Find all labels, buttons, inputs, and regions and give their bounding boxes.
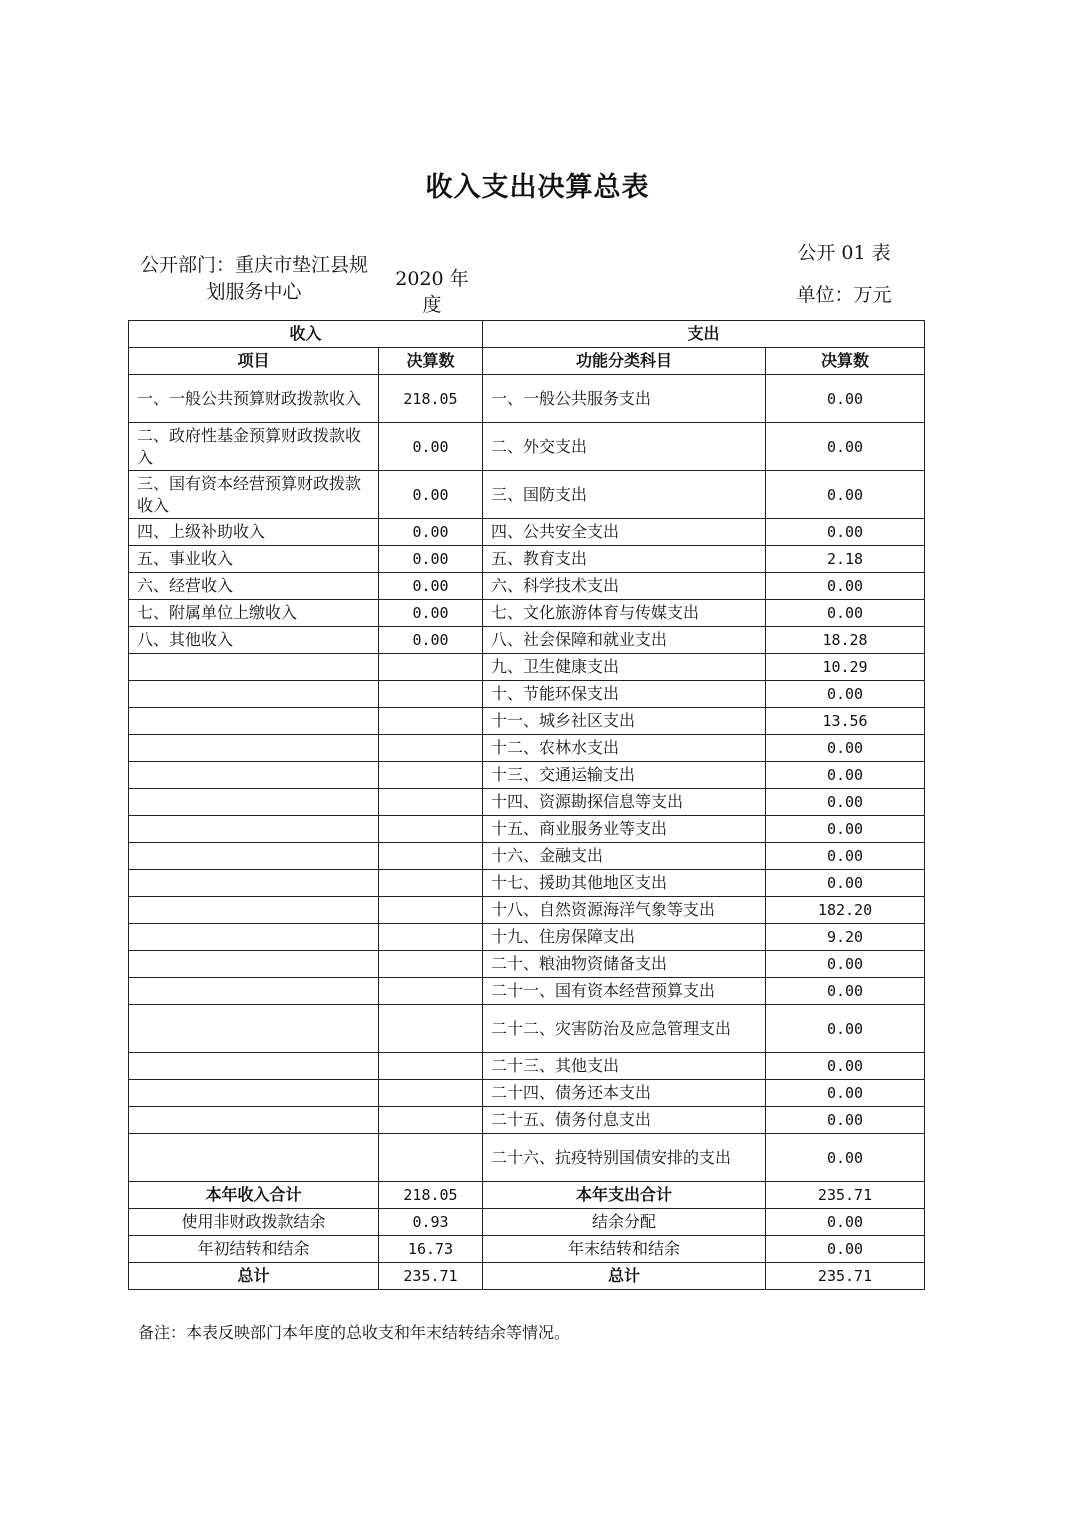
table-row	[129, 1005, 925, 1053]
summary-expense-item-cell: 年末结转和结余	[483, 1236, 766, 1263]
summary-row	[129, 1209, 925, 1236]
table-row	[129, 951, 925, 978]
expense-item-cell: 十九、住房保障支出	[483, 924, 766, 951]
table-row	[129, 1134, 925, 1182]
income-amount-cell	[379, 897, 483, 924]
table-row	[129, 654, 925, 681]
expense-item-cell: 五、教育支出	[483, 546, 766, 573]
expense-amount-cell: 0.00	[766, 870, 925, 897]
income-item-cell	[129, 816, 379, 843]
summary-expense-amount-cell: 235.71	[766, 1263, 925, 1290]
expense-item-cell: 十一、城乡社区支出	[483, 708, 766, 735]
income-amount-cell	[379, 1005, 483, 1053]
expense-amount-cell: 0.00	[766, 1005, 925, 1053]
expense-header: 支出	[483, 321, 925, 348]
footnote: 备注：本表反映部门本年度的总收支和年末结转结余等情况。	[138, 1323, 571, 1342]
income-item-cell	[129, 1107, 379, 1134]
expense-amount-cell: 0.00	[766, 1107, 925, 1134]
summary-row	[129, 1263, 925, 1290]
table-row	[129, 627, 925, 654]
income-amount-cell	[379, 978, 483, 1005]
table-row	[129, 546, 925, 573]
income-amount-cell: 0.00	[379, 471, 483, 519]
summary-income-item-cell: 总计	[129, 1263, 379, 1290]
table-row	[129, 897, 925, 924]
expense-item-cell: 三、国防支出	[483, 471, 766, 519]
expense-amount-cell: 0.00	[766, 762, 925, 789]
income-item-cell: 一、一般公共预算财政拨款收入	[129, 375, 379, 423]
income-item-cell: 八、其他收入	[129, 627, 379, 654]
unit-label: 单位：万元	[796, 284, 892, 306]
summary-row	[129, 1236, 925, 1263]
expense-amount-cell: 0.00	[766, 843, 925, 870]
section-header-row	[129, 321, 925, 348]
table-row	[129, 843, 925, 870]
income-item-cell	[129, 681, 379, 708]
income-item-cell	[129, 924, 379, 951]
expense-item-cell: 一、一般公共服务支出	[483, 375, 766, 423]
expense-item-cell: 二十三、其他支出	[483, 1053, 766, 1080]
expense-item-cell: 十七、援助其他地区支出	[483, 870, 766, 897]
income-item-cell: 七、附属单位上缴收入	[129, 600, 379, 627]
income-item-cell	[129, 789, 379, 816]
summary-expense-item-cell: 结余分配	[483, 1209, 766, 1236]
table-row	[129, 708, 925, 735]
col-amount2-header: 决算数	[766, 348, 925, 375]
income-amount-cell	[379, 1053, 483, 1080]
expense-item-cell: 二十、粮油物资储备支出	[483, 951, 766, 978]
income-amount-cell	[379, 1107, 483, 1134]
table-row	[129, 1053, 925, 1080]
expense-amount-cell: 0.00	[766, 423, 925, 471]
expense-item-cell: 四、公共安全支出	[483, 519, 766, 546]
expense-amount-cell: 0.00	[766, 1080, 925, 1107]
summary-income-amount-cell: 218.05	[379, 1182, 483, 1209]
expense-amount-cell: 182.20	[766, 897, 925, 924]
table-row	[129, 1080, 925, 1107]
summary-expense-item-cell: 本年支出合计	[483, 1182, 766, 1209]
income-amount-cell	[379, 1134, 483, 1182]
income-item-cell	[129, 1053, 379, 1080]
budget-table	[128, 320, 925, 1290]
expense-amount-cell: 13.56	[766, 708, 925, 735]
income-amount-cell	[379, 654, 483, 681]
income-amount-cell: 0.00	[379, 573, 483, 600]
table-row	[129, 978, 925, 1005]
income-item-cell	[129, 708, 379, 735]
expense-amount-cell: 0.00	[766, 735, 925, 762]
expense-item-cell: 二十一、国有资本经营预算支出	[483, 978, 766, 1005]
page-title: 收入支出决算总表	[425, 172, 650, 203]
expense-item-cell: 二十四、债务还本支出	[483, 1080, 766, 1107]
income-amount-cell: 218.05	[379, 375, 483, 423]
col-func-header: 功能分类科目	[483, 348, 766, 375]
expense-item-cell: 十五、商业服务业等支出	[483, 816, 766, 843]
expense-item-cell: 十、节能环保支出	[483, 681, 766, 708]
summary-income-item-cell: 本年收入合计	[129, 1182, 379, 1209]
income-item-cell	[129, 1005, 379, 1053]
income-item-cell	[129, 735, 379, 762]
income-item-cell: 六、经营收入	[129, 573, 379, 600]
expense-item-cell: 二十六、抗疫特别国债安排的支出	[483, 1134, 766, 1182]
table-row	[129, 681, 925, 708]
expense-item-cell: 二十五、债务付息支出	[483, 1107, 766, 1134]
income-amount-cell	[379, 816, 483, 843]
summary-expense-amount-cell: 0.00	[766, 1209, 925, 1236]
summary-row	[129, 1182, 925, 1209]
income-amount-cell: 0.00	[379, 423, 483, 471]
expense-amount-cell: 0.00	[766, 375, 925, 423]
income-amount-cell: 0.00	[379, 600, 483, 627]
expense-item-cell: 十三、交通运输支出	[483, 762, 766, 789]
expense-item-cell: 七、文化旅游体育与传媒支出	[483, 600, 766, 627]
expense-amount-cell: 0.00	[766, 573, 925, 600]
income-item-cell: 二、政府性基金预算财政拨款收入	[129, 423, 379, 471]
table-row	[129, 1107, 925, 1134]
income-item-cell	[129, 897, 379, 924]
income-item-cell: 三、国有资本经营预算财政拨款收入	[129, 471, 379, 519]
income-item-cell: 五、事业收入	[129, 546, 379, 573]
income-amount-cell	[379, 924, 483, 951]
col-amount-header: 决算数	[379, 348, 483, 375]
table-row	[129, 573, 925, 600]
income-item-cell	[129, 1134, 379, 1182]
summary-expense-amount-cell: 235.71	[766, 1182, 925, 1209]
income-amount-cell	[379, 789, 483, 816]
table-row	[129, 375, 925, 423]
income-item-cell	[129, 762, 379, 789]
income-item-cell	[129, 870, 379, 897]
income-amount-cell	[379, 951, 483, 978]
expense-item-cell: 八、社会保障和就业支出	[483, 627, 766, 654]
table-row	[129, 870, 925, 897]
expense-amount-cell: 0.00	[766, 789, 925, 816]
expense-item-cell: 十二、农林水支出	[483, 735, 766, 762]
expense-amount-cell: 9.20	[766, 924, 925, 951]
income-amount-cell	[379, 735, 483, 762]
expense-amount-cell: 0.00	[766, 519, 925, 546]
income-amount-cell	[379, 1080, 483, 1107]
column-header-row	[129, 348, 925, 375]
table-row	[129, 519, 925, 546]
department-label: 公开部门：重庆市垫江县规划服务中心	[140, 254, 369, 303]
expense-amount-cell: 0.00	[766, 1053, 925, 1080]
table-row	[129, 816, 925, 843]
income-amount-cell: 0.00	[379, 519, 483, 546]
expense-amount-cell: 0.00	[766, 1134, 925, 1182]
table-row	[129, 924, 925, 951]
expense-amount-cell: 18.28	[766, 627, 925, 654]
income-amount-cell	[379, 762, 483, 789]
expense-amount-cell: 0.00	[766, 951, 925, 978]
income-item-cell	[129, 978, 379, 1005]
table-row	[129, 762, 925, 789]
expense-item-cell: 十六、金融支出	[483, 843, 766, 870]
summary-income-amount-cell: 235.71	[379, 1263, 483, 1290]
table-row	[129, 600, 925, 627]
expense-amount-cell: 0.00	[766, 600, 925, 627]
income-amount-cell	[379, 681, 483, 708]
expense-amount-cell: 0.00	[766, 978, 925, 1005]
income-header: 收入	[129, 321, 483, 348]
summary-income-amount-cell: 0.93	[379, 1209, 483, 1236]
income-amount-cell: 0.00	[379, 546, 483, 573]
income-amount-cell: 0.00	[379, 627, 483, 654]
expense-amount-cell: 0.00	[766, 816, 925, 843]
income-item-cell	[129, 843, 379, 870]
table-row	[129, 789, 925, 816]
summary-income-item-cell: 使用非财政拨款结余	[129, 1209, 379, 1236]
expense-amount-cell: 10.29	[766, 654, 925, 681]
expense-item-cell: 九、卫生健康支出	[483, 654, 766, 681]
col-item-header: 项目	[129, 348, 379, 375]
summary-income-item-cell: 年初结转和结余	[129, 1236, 379, 1263]
income-item-cell	[129, 1080, 379, 1107]
expense-item-cell: 六、科学技术支出	[483, 573, 766, 600]
table-number: 公开 01 表	[797, 242, 891, 264]
income-amount-cell	[379, 843, 483, 870]
income-amount-cell	[379, 870, 483, 897]
table-row	[129, 735, 925, 762]
income-item-cell: 四、上级补助收入	[129, 519, 379, 546]
expense-item-cell: 十八、自然资源海洋气象等支出	[483, 897, 766, 924]
income-amount-cell	[379, 708, 483, 735]
income-item-cell	[129, 654, 379, 681]
expense-item-cell: 二十二、灾害防治及应急管理支出	[483, 1005, 766, 1053]
expense-item-cell: 十四、资源勘探信息等支出	[483, 789, 766, 816]
expense-item-cell: 二、外交支出	[483, 423, 766, 471]
income-item-cell	[129, 951, 379, 978]
expense-amount-cell: 0.00	[766, 681, 925, 708]
summary-expense-item-cell: 总计	[483, 1263, 766, 1290]
summary-income-amount-cell: 16.73	[379, 1236, 483, 1263]
table-row	[129, 423, 925, 471]
year-label: 2020 年度	[395, 268, 469, 316]
summary-expense-amount-cell: 0.00	[766, 1236, 925, 1263]
expense-amount-cell: 2.18	[766, 546, 925, 573]
expense-amount-cell: 0.00	[766, 471, 925, 519]
table-row	[129, 471, 925, 519]
